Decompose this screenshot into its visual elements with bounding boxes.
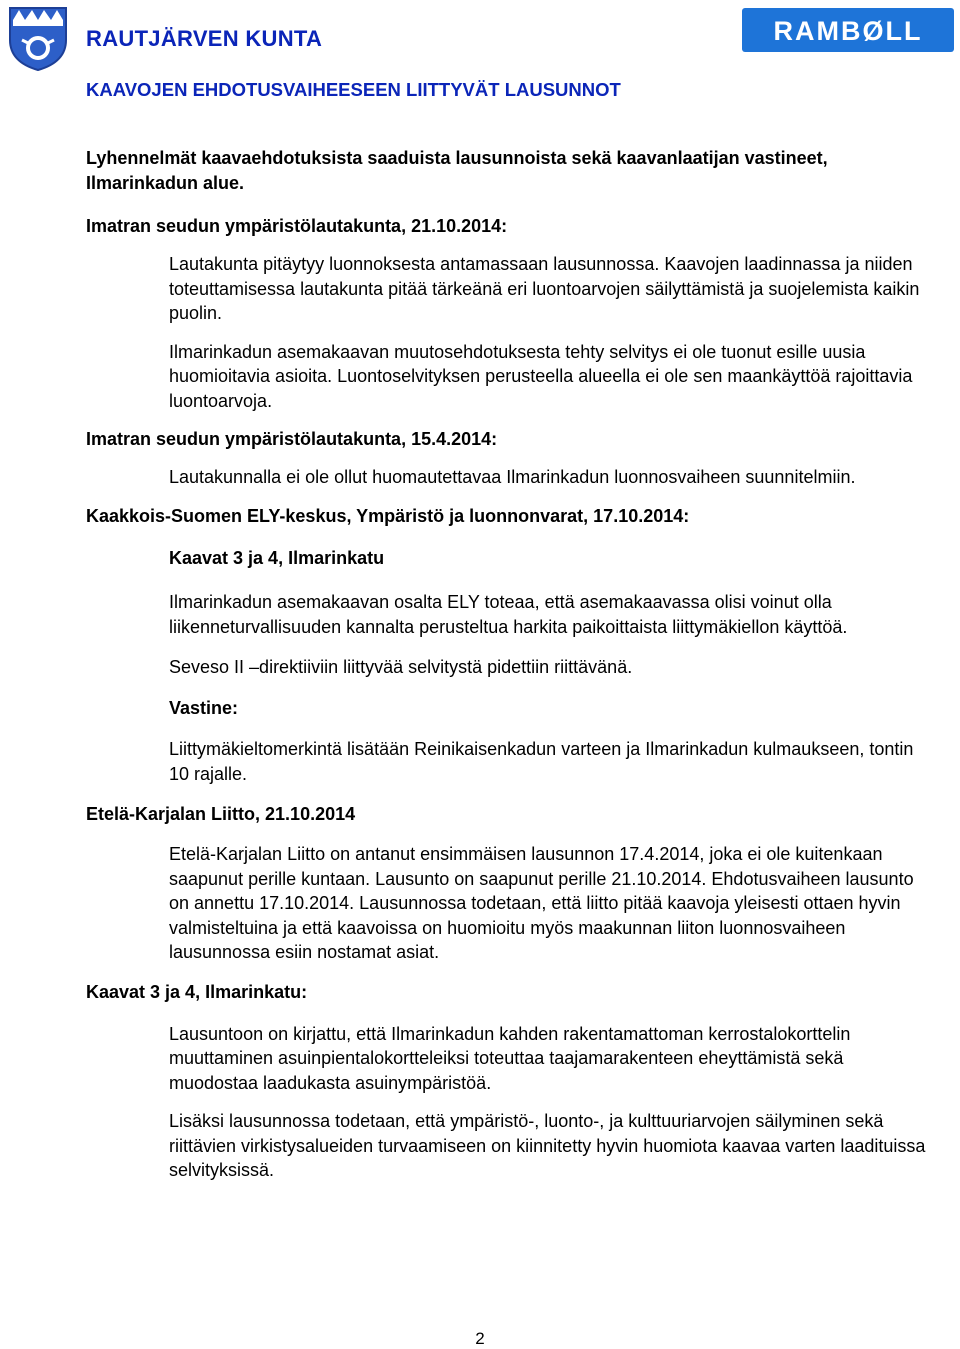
paragraph: Lautakunnalla ei ole ollut huomautettavaa Ilmarinkadun luonnosvaiheen suunnitelmiin. [169, 467, 856, 487]
section-heading: Imatran seudun ympäristölautakunta, 15.4.2014: [86, 429, 498, 449]
paragraph: Lausuntoon on kirjattu, että Ilmarinkadun kahden rakentamattoman kerrostalokorttelin muuttaminen asuinpientalokortteleiksi toteuttaa taajamarakenteen eheyttämistä sekä muodostaa laadukasta asuinympäristöä. [169, 1023, 851, 1093]
paragraph: Seveso II –direktiiviin liittyvää selvitystä pidettiin riittävänä. [169, 657, 633, 677]
page-number: 2 [475, 1329, 485, 1348]
document-body [86, 146, 936, 1197]
section-heading: Etelä-Karjalan Liitto, 21.10.2014 [86, 804, 356, 824]
crest-icon [8, 6, 68, 72]
intro-text: Lyhennelmät kaavaehdotuksista saaduista lausunnoista sekä kaavanlaatijan vastineet, Ilmarinkadun alue. [86, 148, 828, 193]
section-heading: Imatran seudun ympäristölautakunta, 21.10.2014: [86, 216, 508, 236]
paragraph: Liittymäkieltomerkintä lisätään Reinikaisenkadun varteen ja Ilmarinkadun kulmaukseen, tontin 10 rajalle. [169, 739, 914, 784]
section-heading: Kaavat 3 ja 4, Ilmarinkatu: [86, 981, 308, 1002]
org-name: RAUTJÄRVEN KUNTA [86, 26, 323, 51]
subheading: Kaavat 3 ja 4, Ilmarinkatu [169, 547, 385, 568]
logo-text: RAMBØLL [773, 16, 923, 46]
paragraph: Ilmarinkadun asemakaavan osalta ELY toteaa, että asemakaavassa olisi voinut olla liikenneturvallisuuden kannalta perusteltua harkita paikoittaista liittymäkiellon käyttöä. [169, 592, 848, 637]
paragraph: Lautakunta pitäytyy luonnoksesta antamassaan lausunnossa. Kaavojen laadinnassa ja niiden toteuttamisessa lautakunta pitää tärkeänä eri luontoarvojen säilyttämistä ja suojelemista kaikin puolin. [169, 254, 920, 323]
paragraph: Etelä-Karjalan Liitto on antanut ensimmäisen lausunnon 17.4.2014, joka ei ole kuitenkaan saapunut perille kuntaan. Lausunto on saapunut perille 21.10.2014. Ehdotusvaiheen lausunto on annettu 17.10.2014. Lausunnossa todetaan, että liitto pitää kaavoja yleisesti ottaen hyvin valmisteltuina ja että kaavoissa on huomioitu myös maakunnan liiton luonnosvaiheen lausunnossa esiin nostamat asiat. [169, 844, 914, 962]
paragraph: Ilmarinkadun asemakaavan muutosehdotuksesta tehty selvitys ei ole tuonut esille uusia huomioitavia asioita. Luontoselvityksen perusteella alueella ei ole sen maankäyttöä rajoittavia luontoarvoja. [169, 341, 913, 411]
paragraph: Lisäksi lausunnossa todetaan, että ympäristö-, luonto-, ja kulttuuriarvojen säilyminen sekä riittävien virkistysalueiden turvaamiseen on kiinnitetty hyvin huomiota kaavaa varten laadituissa selvityksissä. [169, 1111, 926, 1180]
ramboll-logo [742, 8, 954, 52]
section-heading: Kaakkois-Suomen ELY-keskus, Ympäristö ja luonnonvarat, 17.10.2014: [86, 505, 690, 526]
vastine-label: Vastine: [169, 697, 239, 718]
document-title: KAAVOJEN EHDOTUSVAIHEESEEN LIITTYVÄT LAUSUNNOT [86, 79, 621, 100]
